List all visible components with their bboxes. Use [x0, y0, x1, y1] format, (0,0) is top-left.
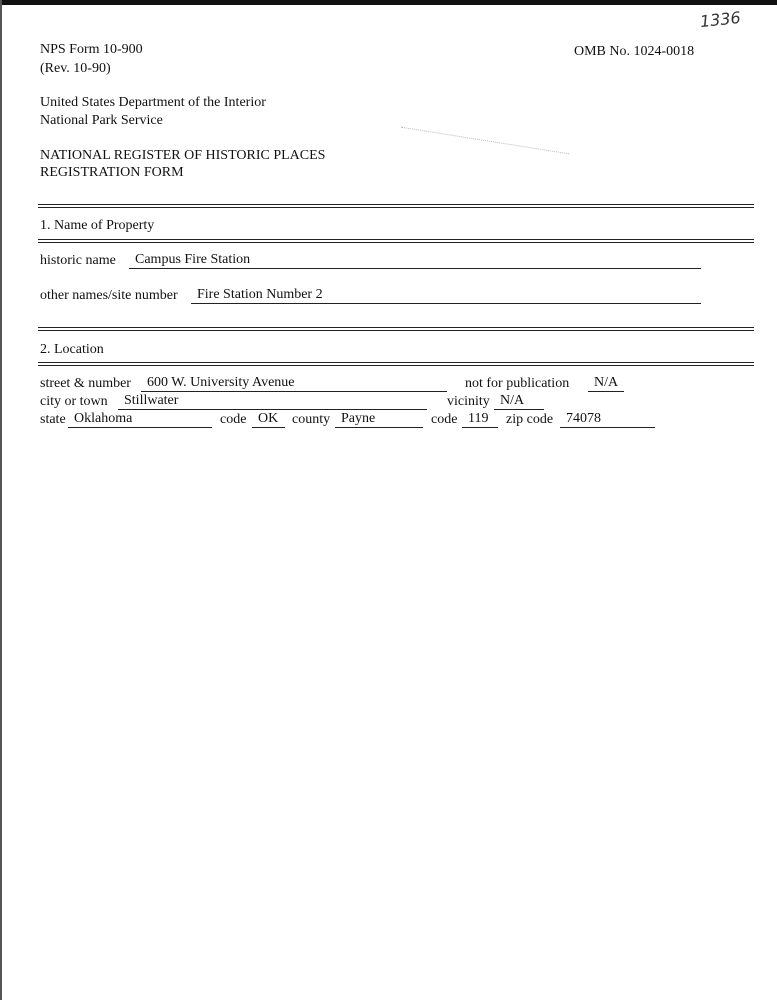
left-border — [0, 0, 2, 1000]
county-code-label: code — [431, 412, 458, 427]
section-rule — [38, 327, 754, 328]
section-rule — [38, 365, 754, 366]
form-revision: (Rev. 10-90) — [40, 61, 111, 76]
city-field[interactable]: Stillwater — [118, 393, 427, 410]
zip-code-field[interactable]: 74078 — [560, 411, 655, 428]
form-subtitle: REGISTRATION FORM — [40, 165, 184, 180]
county-code-field[interactable]: 119 — [462, 411, 498, 428]
state-field[interactable]: Oklahoma — [68, 411, 212, 428]
other-names-field[interactable]: Fire Station Number 2 — [191, 287, 701, 304]
agency-name: National Park Service — [40, 113, 163, 128]
form-number: NPS Form 10-900 — [40, 42, 143, 57]
historic-name-field[interactable]: Campus Fire Station — [129, 252, 701, 269]
street-number-label: street & number — [40, 376, 131, 391]
state-code-field[interactable]: OK — [252, 411, 285, 428]
state-code-label: code — [220, 412, 247, 427]
omb-number: OMB No. 1024-0018 — [574, 44, 695, 59]
not-for-publication-label: not for publication — [465, 376, 570, 391]
section-rule — [38, 207, 754, 208]
section-2-heading: 2. Location — [40, 342, 104, 357]
form-title: NATIONAL REGISTER OF HISTORIC PLACES — [40, 148, 326, 163]
department-name: United States Department of the Interior — [40, 95, 266, 110]
section-rule — [38, 204, 754, 205]
not-for-publication-field[interactable]: N/A — [588, 375, 624, 392]
vicinity-field[interactable]: N/A — [494, 393, 544, 410]
street-number-field[interactable]: 600 W. University Avenue — [141, 375, 447, 392]
section-rule — [38, 242, 754, 243]
historic-name-label: historic name — [40, 253, 116, 268]
county-field[interactable]: Payne — [335, 411, 423, 428]
section-1-heading: 1. Name of Property — [40, 218, 155, 233]
vicinity-label: vicinity — [447, 394, 490, 409]
section-rule — [38, 239, 754, 240]
zip-code-label: zip code — [506, 412, 554, 427]
handwritten-note: 1336 — [699, 7, 742, 32]
section-rule — [38, 362, 754, 363]
state-label: state — [40, 412, 66, 427]
section-rule — [38, 330, 754, 331]
scan-artifact — [401, 127, 569, 155]
top-border — [0, 0, 777, 5]
other-names-label: other names/site number — [40, 288, 178, 303]
city-label: city or town — [40, 394, 108, 409]
county-label: county — [292, 412, 331, 427]
